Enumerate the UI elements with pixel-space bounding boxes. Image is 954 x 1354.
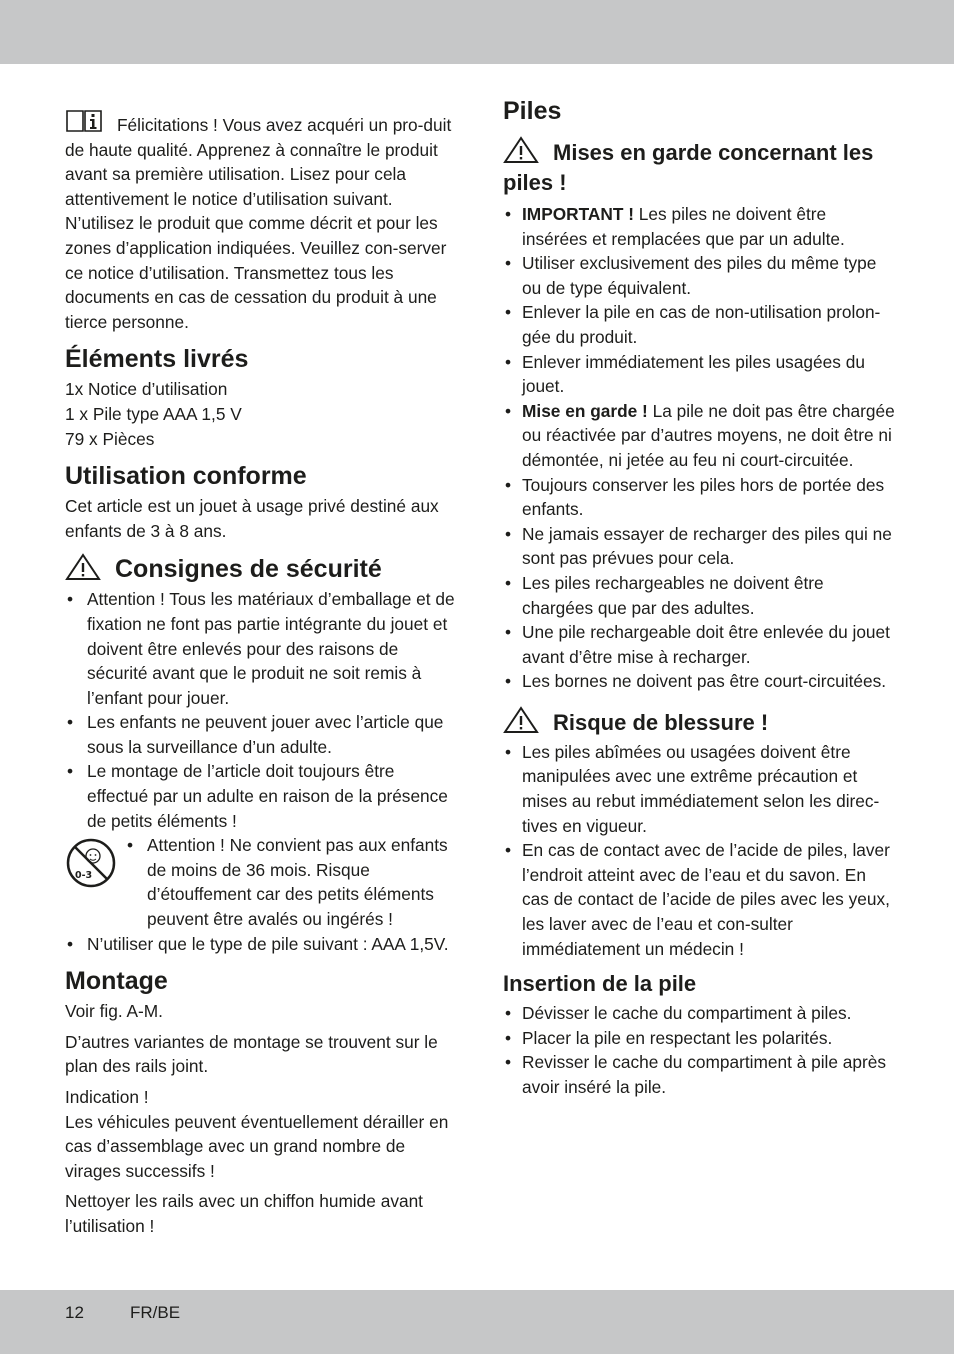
piles-heading: Piles — [503, 97, 562, 125]
intro-text: Félicitations ! Vous avez acquéri un pro-duit de haute qualité. Apprenez à connaître le produit avant sa première utilisation. Lisez pour cela attentivement le notice d’utilisation suivant. N’utilisez le produit que comme décrit et pour les zones d’application indiquées. Veuillez con-server ce notice d’utilisation. Transmettez tous les documents en cas de cessation du produit à une tierce personne. — [65, 115, 452, 332]
list-item: • Mise en garde ! La pile ne doit pas être chargée ou réactivée par d’autres moyens, ne doit être ni démontée, ni jetée au feu ni court-circuitée. — [503, 399, 895, 473]
elements-line-3: 79 x Pièces — [65, 428, 155, 449]
warning-icon — [503, 136, 543, 164]
elements-heading: Éléments livrés — [65, 345, 249, 374]
list-item: • Les enfants ne peuvent jouer avec l’article que sous la surveillance d’un adulte. — [65, 710, 455, 759]
intro-paragraph — [65, 108, 455, 334]
list-item: • N’utiliser que le type de pile suivant : AAA 1,5V. — [65, 932, 455, 957]
list-item: • Ne jamais essayer de recharger des piles qui ne sont pas prévues pour cela. — [503, 522, 895, 571]
usage-text: Cet article est un jouet à usage privé destiné aux enfants de 3 à 8 ans. — [65, 496, 439, 541]
montage-p3b: Les véhicules peuvent éventuellement dérailler en cas d’assemblage avec un grand nombre de virages successifs ! — [65, 1111, 449, 1181]
injury-heading — [503, 706, 895, 738]
montage-heading: Montage — [65, 967, 168, 996]
no-children-under-3-icon — [65, 837, 117, 889]
left-column — [65, 96, 455, 1239]
list-item: • Une pile rechargeable doit être enlevée du jouet avant d’être mise à recharger. — [503, 620, 895, 669]
injury-heading-text: Risque de blessure ! — [553, 709, 769, 735]
safety-list — [65, 587, 455, 833]
list-item: • Attention ! Ne convient pas aux enfants de moins de 36 mois. Risque d’étouffement car des petits éléments peuvent être avalés ou ingérés ! — [125, 833, 455, 931]
warning-icon — [65, 553, 105, 581]
battery-type-list — [65, 932, 455, 957]
insertion-heading: Insertion de la pile — [503, 971, 697, 997]
list-item: • En cas de contact avec de l’acide de piles, laver l’endroit atteint avec de l’eau et du savon. En cas de contact de l’acide de piles avec les yeux, les laver avec de l’eau et con-sulter immédiatement un médecin ! — [503, 838, 895, 961]
list-item: • Placer la pile en respectant les polarités. — [503, 1026, 895, 1051]
montage-p1: Voir fig. A-M. — [65, 1001, 163, 1022]
list-item: • Les piles abîmées ou usagées doivent être manipulées avec une extrême précaution et mises au rebut immédiatement selon les direc-tives en vigueur. — [503, 740, 895, 838]
injury-list — [503, 740, 895, 961]
age-label: 0-3 — [75, 870, 93, 882]
insertion-list — [503, 1001, 895, 1099]
montage-p3a: Indication ! — [65, 1087, 149, 1107]
child-warning-list — [125, 833, 455, 931]
warnings-list — [503, 202, 895, 694]
safety-heading-text: Consignes de sécurité — [115, 555, 382, 584]
elements-line-2: 1 x Pile type AAA 1,5 V — [65, 403, 242, 424]
list-item: • Utiliser exclusivement des piles du même type ou de type équivalent. — [503, 251, 895, 300]
list-item: • Revisser le cache du compartiment à pile après avoir inséré la pile. — [503, 1050, 895, 1099]
list-item: • Enlever immédiatement les piles usagées du jouet. — [503, 350, 895, 399]
info-book-icon — [65, 108, 103, 134]
list-item: • Dévisser le cache du compartiment à piles. — [503, 1001, 895, 1026]
child-warning-row — [65, 833, 455, 931]
safety-heading — [65, 553, 455, 584]
warning-icon — [503, 706, 543, 734]
montage-p4: Nettoyer les rails avec un chiffon humide avant l’utilisation ! — [65, 1191, 423, 1236]
elements-line-1: 1x Notice d’utilisation — [65, 379, 228, 400]
list-item: • Attention ! Tous les matériaux d’emballage et de fixation ne font pas partie intégrante du jouet et doivent être enlevés pour des raisons de sécurité avant que le produit ne soit remis à l’enfant pour jouer. — [65, 587, 455, 710]
list-item: • Toujours conserver les piles hors de portée des enfants. — [503, 473, 895, 522]
warnings-heading-text: Mises en garde concernant les piles ! — [503, 140, 874, 195]
top-band — [0, 0, 954, 64]
list-item: • Les bornes ne doivent pas être court-circuitées. — [503, 669, 895, 694]
page-number: 12 — [65, 1303, 84, 1322]
list-item: • IMPORTANT ! Les piles ne doivent être insérées et remplacées que par un adulte. — [503, 202, 895, 251]
language-code: FR/BE — [130, 1303, 181, 1322]
warnings-heading — [503, 136, 895, 198]
list-item: • Enlever la pile en cas de non-utilisation prolon-gée du produit. — [503, 300, 895, 349]
right-column — [503, 96, 895, 1100]
list-item: • Les piles rechargeables ne doivent être chargées que par des adultes. — [503, 571, 895, 620]
montage-p2: D’autres variantes de montage se trouvent sur le plan des rails joint. — [65, 1031, 438, 1077]
usage-heading: Utilisation conforme — [65, 462, 307, 491]
list-item: • Le montage de l’article doit toujours être effectué par un adulte en raison de la présence de petits éléments ! — [65, 759, 455, 833]
